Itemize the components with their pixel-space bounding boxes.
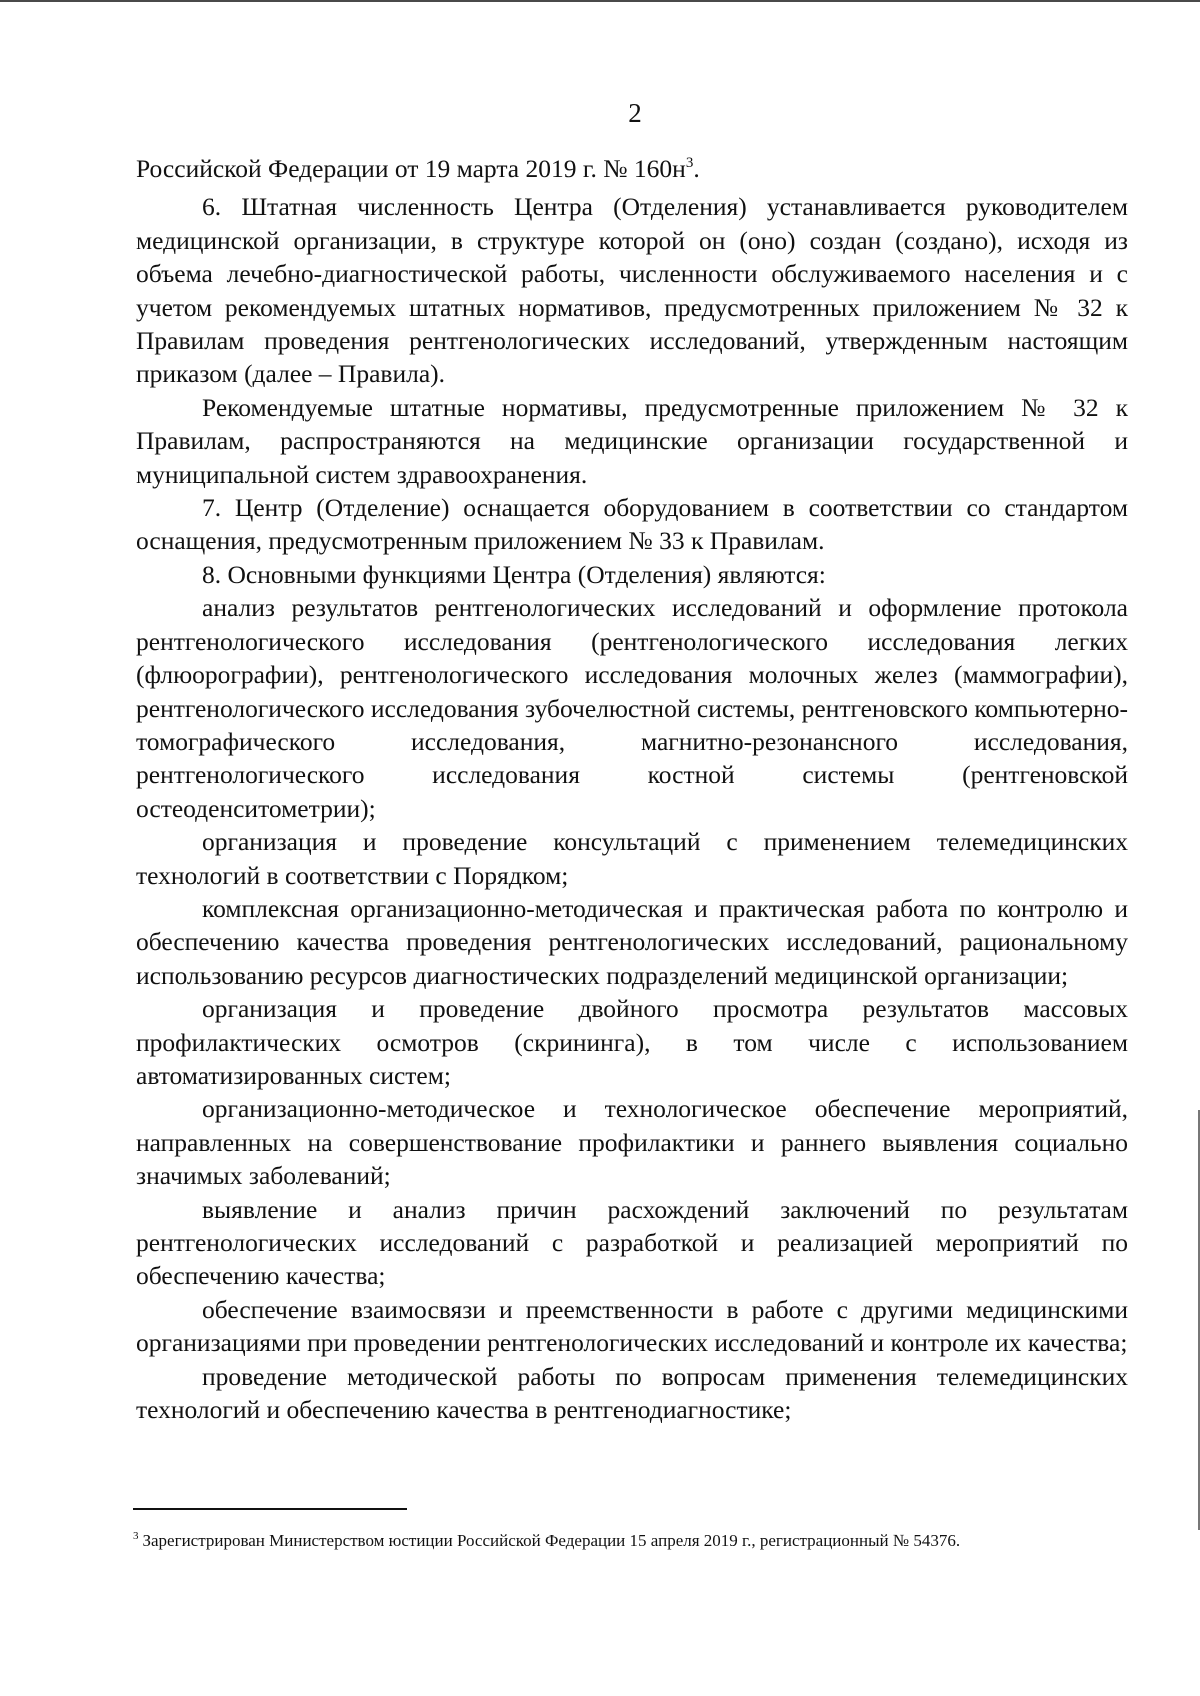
function-item: выявление и анализ причин расхождений заключений по результатам рентгенологических исследований с разработкой и реализацией мероприятий по обеспечению качества;	[136, 1194, 1128, 1291]
page-number: 2	[628, 98, 642, 128]
footnote-mark: 3	[133, 1530, 139, 1542]
function-item: организация и проведение двойного просмотра результатов массовых профилактических осмотров (скрининга), в том числе с использованием автоматизированных систем;	[136, 994, 1128, 1090]
function-item: организационно-методическое и технологическое обеспечение мероприятий, направленных на совершенствование профилактики и раннего выявления социально значимых заболеваний;	[136, 1094, 1128, 1191]
paragraph-equipment: 7. Центр (Отделение) оснащается оборудованием в соответствии со стандартом оснащения, предусмотренным приложением № 33 к Правилам.	[136, 493, 1128, 556]
footnote	[133, 1530, 1133, 1554]
function-item: комплексная организационно-методическая и практическая работа по контролю и обеспечению качества проведения рентгенологических исследований, рациональному использованию ресурсов диагностических подразделений медицинской организации;	[136, 893, 1128, 990]
footnote-reference[interactable]: 3	[685, 155, 694, 171]
scan-top-edge	[0, 0, 1200, 2]
function-item: обеспечение взаимосвязи и преемственности в работе с другими медицинскими организациями при проведении рентгенологических исследований и контроле их качества;	[136, 1294, 1128, 1358]
function-item: организация и проведение консультаций с применением телемедицинских технологий в соответствии с Порядком;	[136, 827, 1128, 890]
document-body	[136, 152, 1128, 1426]
intro-text: Российской Федерации от 19 марта 2019 г. № 160н	[136, 154, 686, 183]
paragraph-functions-heading: 8. Основными функциями Центра (Отделения) являются:	[202, 559, 826, 589]
function-item: анализ результатов рентгенологических исследований и оформление протокола рентгенологического исследования (рентгенологического исследования легких (флюорографии), рентгенологического исследования молочных желез (маммографии), рентгенологического исследования зубочелюстной системы, рентгеновского компьютерно-томографического исследования, магнитно-резонансного исследования, рентгенологического исследования костной системы (рентгеновской остеоденситометрии);	[136, 593, 1128, 823]
footnote-text: Зарегистрирован Министерством юстиции Российской Федерации 15 апреля 2019 г., регистрационный № 54376.	[142, 1531, 961, 1550]
paragraph-staffing-norms: Рекомендуемые штатные нормативы, предусмотренные приложением № 32 к Правилам, распространяются на медицинские организации государственной и муниципальной систем здравоохранения.	[136, 392, 1128, 489]
function-item: проведение методической работы по вопросам применения телемедицинских технологий и обеспечению качества в рентгенодиагностике;	[136, 1361, 1128, 1425]
paragraph-staffing: 6. Штатная численность Центра (Отделения) устанавливается руководителем медицинской организации, в структуре которой он (оно) создан (создано), исходя из объема лечебно-диагностической работы, численности обслуживаемого населения и с учетом рекомендуемых штатных нормативов, предусмотренных приложением № 32 к Правилам проведения рентгенологических исследований, утвержденным настоящим приказом (далее – Правила).	[136, 192, 1128, 389]
intro-end: .	[693, 154, 700, 183]
intro-line	[136, 152, 1128, 190]
footnote-separator	[133, 1508, 407, 1510]
